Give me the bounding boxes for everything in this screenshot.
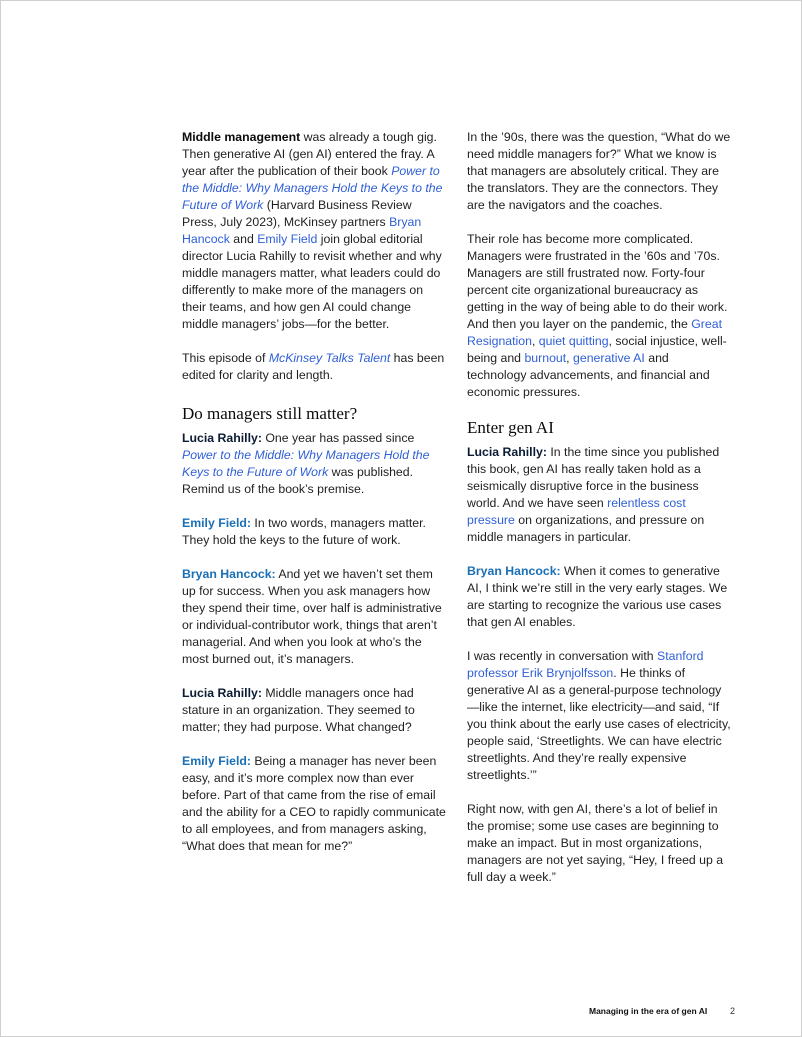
speaker-label: Bryan Hancock: — [467, 564, 561, 578]
paragraph-right-now: Right now, with gen AI, there’s a lot of belief in the promise; some use cases are beginning to make an impact. But in most organizations, managers are not yet saying, “Hey, I freed up a full day a week.” — [467, 802, 724, 884]
speaker-label: Emily Field: — [182, 754, 252, 768]
section-heading-gen-ai: Enter gen AI — [467, 418, 554, 437]
emily-field-link[interactable]: Emily Field — [257, 232, 318, 246]
text: (Harvard Business Review Press, July 2023), McKinsey partners — [182, 198, 412, 229]
text: on organizations, and pressure on middle managers in particular. — [467, 513, 705, 544]
text: In the time since you published this book, gen AI has really taken hold as a seismically disruptive force in the business world. And we have seen — [467, 445, 720, 510]
answer-2 — [182, 566, 446, 668]
right-column — [467, 129, 731, 903]
text: and — [229, 232, 258, 246]
intro-paragraph — [182, 129, 446, 333]
text: has been edited for clarity and length. — [182, 351, 445, 382]
lead-in: Middle management — [182, 130, 301, 144]
question-3 — [467, 444, 731, 546]
text: Middle managers once had stature in an organization. They seemed to matter; they had purpose. What changed? — [182, 686, 415, 734]
speaker-label: Lucia Rahilly: — [467, 445, 547, 459]
text: And yet we haven’t set them up for success. When you ask managers how they spend their time, over half is administrative or individual-contributor work, things that aren’t managerial. And when you look at who’s the most burned out, it’s managers. — [182, 567, 442, 666]
generative-ai-link[interactable]: generative AI — [573, 351, 645, 365]
paragraph-stanford — [467, 648, 731, 784]
brynjolfsson-link[interactable]: Stanford professor Erik Brynjolfsson — [467, 649, 704, 680]
quiet-quitting-link[interactable]: quiet quitting — [538, 334, 609, 348]
text: This episode of — [182, 351, 269, 365]
text: One year has passed since — [261, 431, 415, 445]
text: , — [566, 351, 574, 365]
speaker-label: Lucia Rahilly: — [182, 686, 262, 700]
text: In two words, managers matter. They hold the keys to the future of work. — [182, 516, 426, 547]
great-resignation-link[interactable]: Great Resignation — [467, 317, 722, 348]
footer-title: Managing in the era of gen AI — [589, 1006, 708, 1016]
text: was already a tough gig. Then generative AI (gen AI) entered the fray. A year after the publication of their book — [182, 130, 437, 178]
text: Being a manager has never been easy, and it’s more complex now than ever before. Part of that came from the rise of email and the ability for a CEO to rapidly communicate to all employees, and from managers asking, “What does that mean for me?” — [182, 754, 446, 853]
answer-3 — [182, 753, 446, 855]
text: When it comes to generative AI, I think we’re still in the very early stages. We are starting to recognize the various use cases that gen AI enables. — [467, 564, 728, 629]
bryan-hancock-link[interactable]: Bryan Hancock — [182, 215, 422, 246]
text: . He thinks of generative AI as a general-purpose technology—like the internet, like electricity—and said, “If you think about the early use cases of electricity, people said, ‘Streetlights. We can have electric streetlights. And they’re really expensive streetlights.’” — [467, 666, 731, 782]
answer-1 — [182, 515, 446, 549]
speaker-label: Emily Field: — [182, 516, 252, 530]
speaker-label: Lucia Rahilly: — [182, 431, 262, 445]
text: , social injustice, well-being and — [467, 334, 727, 365]
text: , — [531, 334, 539, 348]
episode-note — [182, 350, 446, 384]
page-number: 2 — [730, 1006, 736, 1016]
left-column — [182, 129, 446, 872]
podcast-link[interactable]: McKinsey Talks Talent — [268, 351, 391, 365]
cost-pressure-link[interactable]: relentless cost pressure — [467, 496, 686, 527]
burnout-link[interactable]: burnout — [524, 351, 567, 365]
answer-4 — [467, 563, 731, 631]
text: and technology advancements, and financial and economic pressures. — [467, 351, 710, 399]
paragraph-role — [467, 231, 731, 401]
speaker-label: Bryan Hancock: — [182, 567, 276, 581]
section-heading-managers: Do managers still matter? — [182, 404, 358, 423]
text: Their role has become more complicated. Managers were frustrated in the ’60s and ’70s. Managers are still frustrated now. Forty-four percent cite organizational bureaucracy as getting in the way of being able to do their work. And then you layer on the pandemic, the — [467, 232, 728, 331]
question-1 — [182, 430, 446, 498]
book-title-link[interactable]: Power to the Middle: Why Managers Hold the Keys to the Future of Work — [182, 164, 443, 212]
question-2 — [182, 685, 446, 736]
text: was published. Remind us of the book’s premise. — [182, 465, 414, 496]
text: join global editorial director Lucia Rahilly to revisit whether and why middle managers matter, what leaders could do differently to make more of the managers on their teams, and how gen AI could change middle managers’ jobs—for the better. — [182, 232, 442, 331]
text: I was recently in conversation with — [467, 649, 658, 663]
book-link[interactable]: Power to the Middle: Why Managers Hold the Keys to the Future of Work — [182, 448, 430, 479]
paragraph-90s: In the ’90s, there was the question, “What do we need middle managers for?” What we know is that managers are absolutely critical. They are the translators. They are the connectors. They are the navigators and the coaches. — [467, 130, 731, 212]
